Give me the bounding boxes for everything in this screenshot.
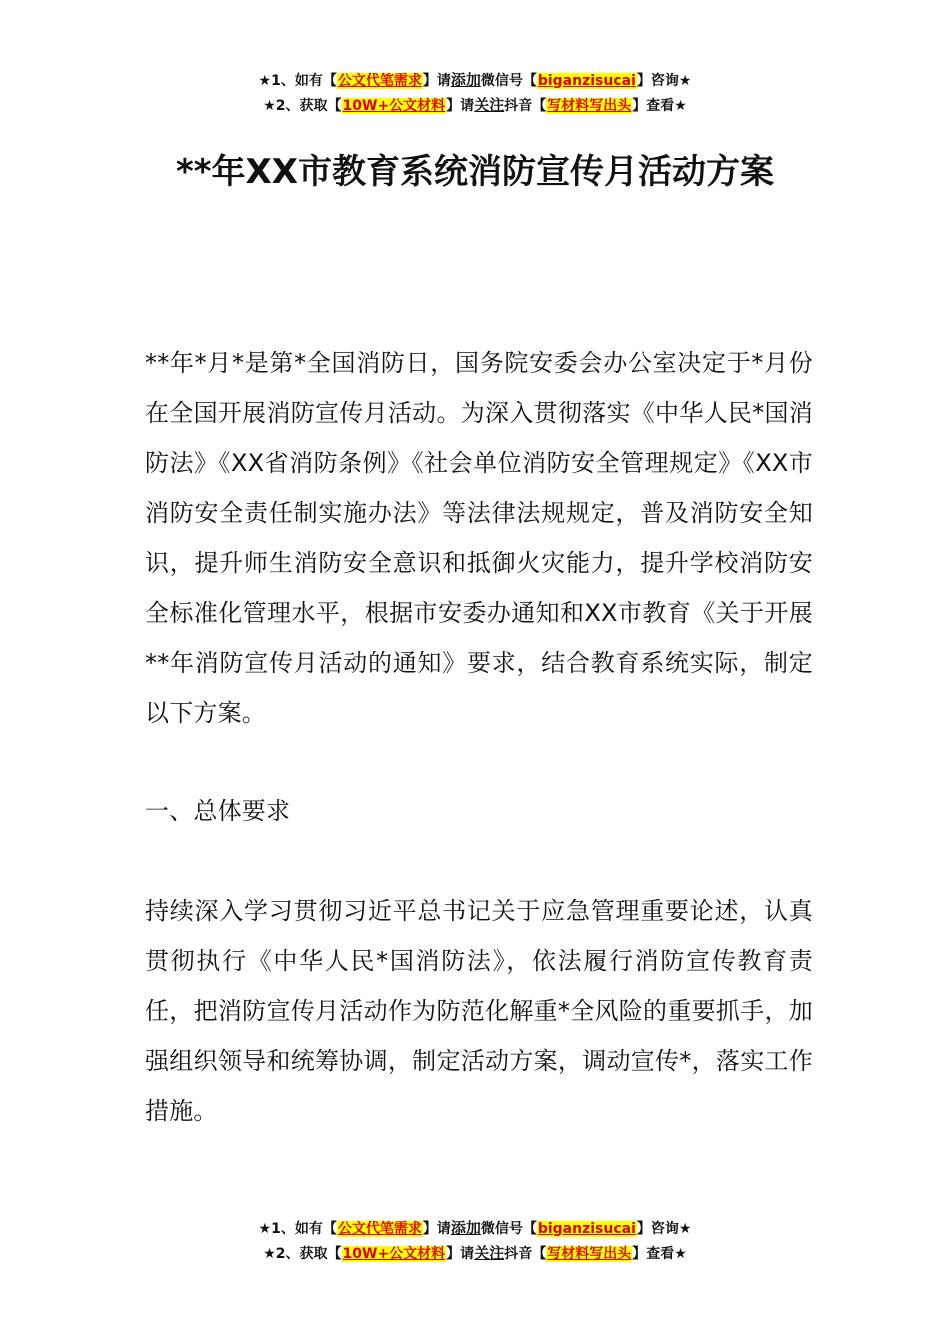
promo-text: 微信号【 xyxy=(480,1221,537,1237)
promo-line-1 xyxy=(0,1216,950,1241)
promo-line-2 xyxy=(0,93,950,118)
promo-text: 】查看★ xyxy=(632,1246,687,1262)
promo-highlight: 写材料写出头 xyxy=(547,1246,632,1262)
promo-text: ★1、如有【 xyxy=(258,1221,337,1237)
promo-text: 抖音【 xyxy=(504,98,547,114)
promo-highlight: biganzisucai xyxy=(537,1221,636,1237)
promo-text: 】请 xyxy=(446,98,475,114)
document-title: **年XX市教育系统消防宣传月活动方案 xyxy=(176,152,774,192)
promo-text: 】查看★ xyxy=(632,98,687,114)
promo-text: 】咨询★ xyxy=(636,1221,692,1237)
header-promo-banner xyxy=(0,68,950,118)
section-body-paragraph: 持续深入学习贯彻习近平总书记关于应急管理重要论述，认真贯彻执行《中华人民*国消防法》，依法履行消防宣传教育责任，把消防宣传月活动作为防范化解重*全风险的重要抓手，加强组织领导和统筹协调，制定活动方案，调动宣传*，落实工作措施。 xyxy=(145,897,813,1125)
promo-text: 】请 xyxy=(446,1246,475,1262)
promo-text: 抖音【 xyxy=(504,1246,547,1262)
promo-highlight: 10W+公文材料 xyxy=(342,1246,446,1262)
promo-text: 】请 xyxy=(422,73,451,89)
promo-text: ★2、获取【 xyxy=(263,98,342,114)
promo-line-2 xyxy=(0,1241,950,1266)
promo-emphasis: 关注 xyxy=(474,1244,505,1262)
promo-emphasis: 添加 xyxy=(450,1219,481,1237)
section-heading: 一、总体要求 xyxy=(145,797,291,825)
promo-text: 】咨询★ xyxy=(636,73,692,89)
promo-highlight: biganzisucai xyxy=(537,73,636,89)
promo-text: ★2、获取【 xyxy=(263,1246,342,1262)
footer-promo-banner xyxy=(0,1216,950,1266)
promo-highlight: 10W+公文材料 xyxy=(342,98,446,114)
promo-text: ★1、如有【 xyxy=(258,73,337,89)
promo-line-1 xyxy=(0,68,950,93)
promo-emphasis: 关注 xyxy=(474,96,505,114)
promo-highlight: 写材料写出头 xyxy=(547,98,632,114)
promo-highlight: 公文代笔需求 xyxy=(337,73,422,89)
intro-paragraph: **年*月*是第*全国消防日，国务院安委会办公室决定于*月份在全国开展消防宣传月活动。为深入贯彻落实《中华人民*国消防法》《XX省消防条例》《社会单位消防安全管理规定》《XX市消防安全责任制实施办法》等法律法规规定，普及消防安全知识，提升师生消防安全意识和抵御火灾能力，提升学校消防安全标准化管理水平，根据市安委办通知和XX市教育《关于开展**年消防宣传月活动的通知》要求，结合教育系统实际，制定以下方案。 xyxy=(145,349,813,727)
promo-emphasis: 添加 xyxy=(450,71,481,89)
promo-text: 微信号【 xyxy=(480,73,537,89)
promo-text: 】请 xyxy=(422,1221,451,1237)
promo-highlight: 公文代笔需求 xyxy=(337,1221,422,1237)
